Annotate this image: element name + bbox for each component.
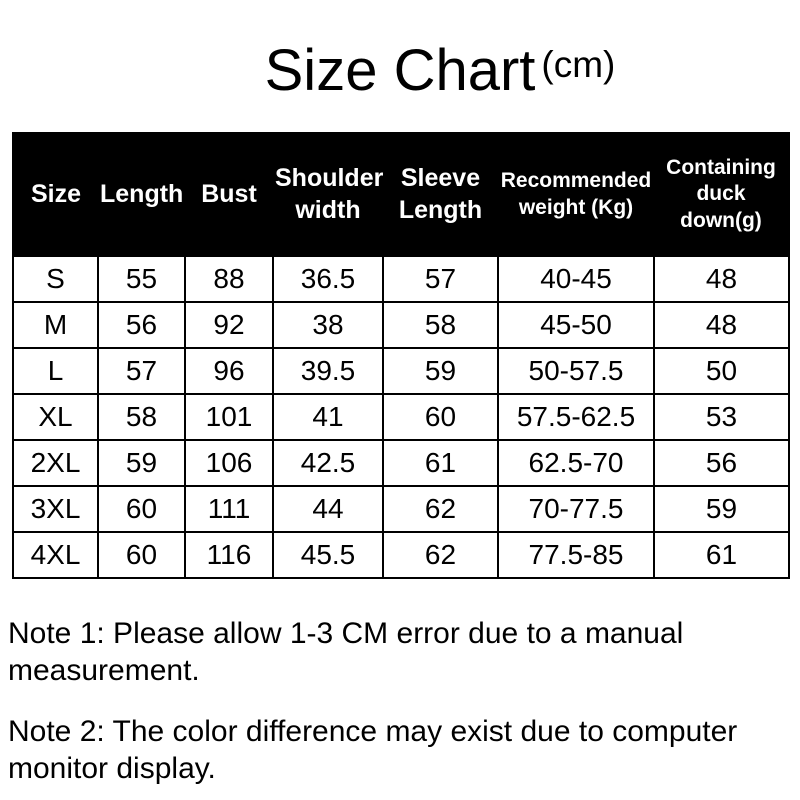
table-cell: 96 <box>185 348 273 394</box>
table-cell: 38 <box>273 302 383 348</box>
table-cell: 106 <box>185 440 273 486</box>
table-cell: M <box>13 302 98 348</box>
table-cell: XL <box>13 394 98 440</box>
table-cell: 61 <box>383 440 498 486</box>
note-2: Note 2: The color difference may exist due to computer monitor display. <box>8 715 738 785</box>
table-cell: 44 <box>273 486 383 532</box>
table-cell: 40-45 <box>498 256 654 302</box>
table-cell: 60 <box>383 394 498 440</box>
table-cell: 58 <box>98 394 185 440</box>
table-cell: 111 <box>185 486 273 532</box>
table-cell: 36.5 <box>273 256 383 302</box>
table-cell: 45-50 <box>498 302 654 348</box>
page-title-unit: (cm) <box>541 44 616 85</box>
table-cell: 59 <box>383 348 498 394</box>
table-cell: 50-57.5 <box>498 348 654 394</box>
table-row <box>13 256 789 302</box>
table-cell: 88 <box>185 256 273 302</box>
table-cell: 60 <box>98 486 185 532</box>
note-1: Note 1: Please allow 1-3 CM error due to a manual measurement. <box>8 617 684 687</box>
table-cell: 2XL <box>13 440 98 486</box>
table-row <box>13 486 789 532</box>
notes-section <box>8 615 790 787</box>
table-cell: 57 <box>383 256 498 302</box>
table-cell: 92 <box>185 302 273 348</box>
table-cell: 48 <box>654 302 789 348</box>
table-cell: S <box>13 256 98 302</box>
table-cell: 41 <box>273 394 383 440</box>
table-cell: 57 <box>98 348 185 394</box>
table-cell: 101 <box>185 394 273 440</box>
size-chart-table <box>12 132 790 579</box>
table-cell: 55 <box>98 256 185 302</box>
column-header-sleeve-length: Sleeve Length <box>383 133 498 256</box>
table-cell: 70-77.5 <box>498 486 654 532</box>
table-cell: 58 <box>383 302 498 348</box>
column-header-duck-down: Containing duck down(g) <box>654 133 789 256</box>
table-cell: 61 <box>654 532 789 578</box>
table-cell: 59 <box>98 440 185 486</box>
table-cell: 62 <box>383 532 498 578</box>
table-cell: 77.5-85 <box>498 532 654 578</box>
table-cell: 48 <box>654 256 789 302</box>
column-header-recommended-weight: Recommended weight (Kg) <box>498 133 654 256</box>
table-cell: 56 <box>98 302 185 348</box>
column-header-length: Length <box>98 133 185 256</box>
table-cell: 116 <box>185 532 273 578</box>
table-cell: 4XL <box>13 532 98 578</box>
table-row <box>13 394 789 440</box>
table-cell: 62.5-70 <box>498 440 654 486</box>
table-cell: 45.5 <box>273 532 383 578</box>
table-cell: 59 <box>654 486 789 532</box>
table-cell: 3XL <box>13 486 98 532</box>
table-cell: 57.5-62.5 <box>498 394 654 440</box>
table-row <box>13 440 789 486</box>
table-cell: 53 <box>654 394 789 440</box>
column-header-bust: Bust <box>185 133 273 256</box>
table-cell: 56 <box>654 440 789 486</box>
table-cell: 39.5 <box>273 348 383 394</box>
column-header-shoulder-width: Shoulder width <box>273 133 383 256</box>
table-cell: L <box>13 348 98 394</box>
table-row <box>13 302 789 348</box>
column-header-size: Size <box>13 133 98 256</box>
table-row <box>13 532 789 578</box>
table-header-row <box>13 133 789 256</box>
table-cell: 62 <box>383 486 498 532</box>
page-title <box>0 0 800 106</box>
table-cell: 50 <box>654 348 789 394</box>
table-cell: 60 <box>98 532 185 578</box>
table-row <box>13 348 789 394</box>
page-title-text: Size Chart <box>264 38 536 103</box>
table-cell: 42.5 <box>273 440 383 486</box>
